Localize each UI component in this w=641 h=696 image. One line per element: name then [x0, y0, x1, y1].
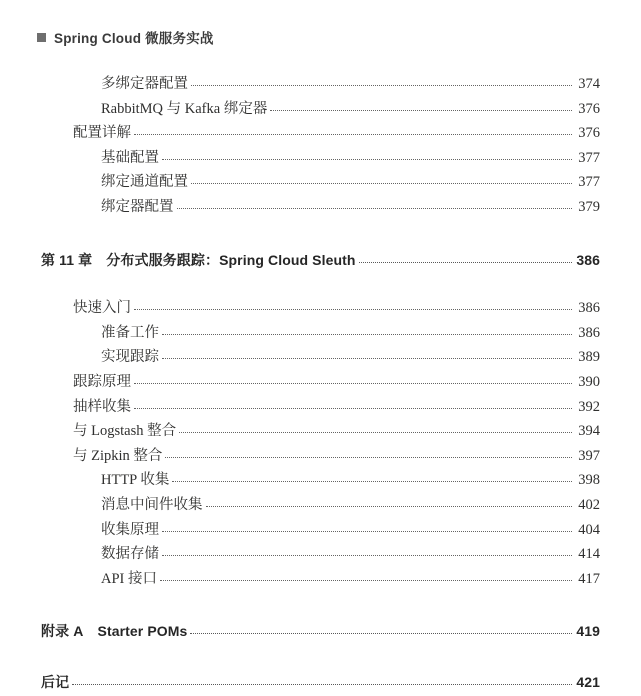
toc-entry-label: 附录 A Starter POMs — [41, 623, 188, 640]
toc-page-number: 419 — [576, 623, 600, 640]
toc-entry-label: 快速入门 — [73, 300, 131, 317]
toc-entry-label: 与 Zipkin 整合 — [73, 447, 163, 464]
toc-entry-label: 消息中间件收集 — [101, 496, 203, 513]
toc-page-number: 402 — [578, 496, 600, 513]
toc-page-number: 376 — [578, 100, 600, 117]
toc-entry-label: 绑定通道配置 — [101, 174, 188, 191]
toc-entry-label: 后记 — [41, 673, 70, 690]
toc-entry-label: RabbitMQ 与 Kafka 绑定器 — [101, 100, 268, 117]
section-gap — [0, 646, 641, 659]
toc-entry-label: 与 Logstash 整合 — [73, 423, 177, 440]
toc-entry-row[interactable] — [0, 72, 641, 97]
dot-leader — [134, 134, 572, 135]
toc-entry-label: 实现跟踪 — [101, 349, 159, 366]
section-gap — [0, 591, 641, 621]
toc-page-number: 377 — [578, 149, 600, 166]
square-bullet-icon — [37, 33, 46, 42]
toc-entry-row[interactable] — [0, 518, 641, 543]
toc-page-number: 379 — [578, 198, 600, 215]
dot-leader — [165, 457, 572, 458]
dot-leader — [190, 633, 572, 634]
section-gap — [0, 220, 641, 250]
toc-page-number: 421 — [576, 673, 600, 690]
toc-page-number: 386 — [578, 324, 600, 341]
toc-entry-label: 配置详解 — [73, 125, 131, 142]
toc-entry-row[interactable] — [0, 170, 641, 195]
toc-entry-label: 准备工作 — [101, 324, 159, 341]
toc-entry-row[interactable] — [0, 419, 641, 444]
toc-chapter-row[interactable] — [0, 621, 641, 646]
toc-entry-label: 跟踪原理 — [73, 373, 131, 390]
dot-leader — [134, 408, 572, 409]
dot-leader — [162, 159, 572, 160]
toc-page-number: 376 — [578, 125, 600, 142]
toc-entry-label: 基础配置 — [101, 149, 159, 166]
toc-entry-row[interactable] — [0, 146, 641, 171]
toc-entry-label: 多绑定器配置 — [101, 76, 188, 92]
book-title: Spring Cloud 微服务实战 — [54, 31, 214, 46]
toc-entry-row[interactable] — [0, 345, 641, 370]
toc-entry-row[interactable] — [0, 542, 641, 567]
dot-leader — [359, 262, 572, 263]
dot-leader — [162, 334, 572, 335]
toc-page-number: 394 — [578, 423, 600, 440]
toc-entry-label: 数据存储 — [101, 546, 159, 563]
toc-page-number: 392 — [578, 398, 600, 415]
toc-page-number: 414 — [578, 546, 600, 563]
dot-leader — [134, 383, 572, 384]
toc-page-number: 374 — [578, 76, 600, 92]
section-gap — [0, 274, 641, 296]
dot-leader — [72, 684, 572, 685]
dot-leader — [172, 481, 572, 482]
toc-entry-row[interactable] — [0, 493, 641, 518]
dot-leader — [270, 110, 572, 111]
dot-leader — [162, 358, 572, 359]
toc-page-number: 386 — [578, 300, 600, 317]
toc-page-number: 390 — [578, 373, 600, 390]
dot-leader — [162, 531, 572, 532]
toc-entry-label: 绑定器配置 — [101, 198, 174, 215]
toc-entry-label: HTTP 收集 — [101, 472, 170, 489]
dot-leader — [134, 309, 572, 310]
toc-entry-label: 收集原理 — [101, 521, 159, 538]
toc-entry-row[interactable] — [0, 567, 641, 592]
toc-entry-row[interactable] — [0, 444, 641, 469]
toc-chapter-row[interactable] — [0, 672, 641, 696]
toc-entry-row[interactable] — [0, 195, 641, 220]
toc-entry-row[interactable] — [0, 468, 641, 493]
dot-leader — [191, 85, 572, 86]
toc-chapter-row[interactable] — [0, 250, 641, 275]
section-gap — [0, 659, 641, 672]
toc-entry-label: 第 11 章 分布式服务跟踪：Spring Cloud Sleuth — [41, 251, 356, 268]
toc-page-number: 404 — [578, 521, 600, 538]
table-of-contents — [0, 72, 641, 696]
toc-entry-row[interactable] — [0, 321, 641, 346]
toc-entry-row[interactable] — [0, 370, 641, 395]
dot-leader — [177, 208, 573, 209]
toc-page-number: 398 — [578, 472, 600, 489]
toc-page-number: 389 — [578, 349, 600, 366]
running-header — [37, 28, 214, 46]
dot-leader — [179, 432, 572, 433]
toc-page-number: 417 — [578, 570, 600, 587]
dot-leader — [206, 506, 573, 507]
dot-leader — [191, 183, 572, 184]
toc-page-number: 377 — [578, 174, 600, 191]
toc-page-number: 386 — [576, 251, 600, 268]
toc-entry-row[interactable] — [0, 121, 641, 146]
dot-leader — [160, 580, 572, 581]
toc-entry-row[interactable] — [0, 395, 641, 420]
dot-leader — [162, 555, 572, 556]
toc-entry-label: 抽样收集 — [73, 398, 131, 415]
toc-entry-label: API 接口 — [101, 570, 157, 587]
toc-entry-row[interactable] — [0, 97, 641, 122]
toc-page-number: 397 — [578, 447, 600, 464]
toc-entry-row[interactable] — [0, 296, 641, 321]
